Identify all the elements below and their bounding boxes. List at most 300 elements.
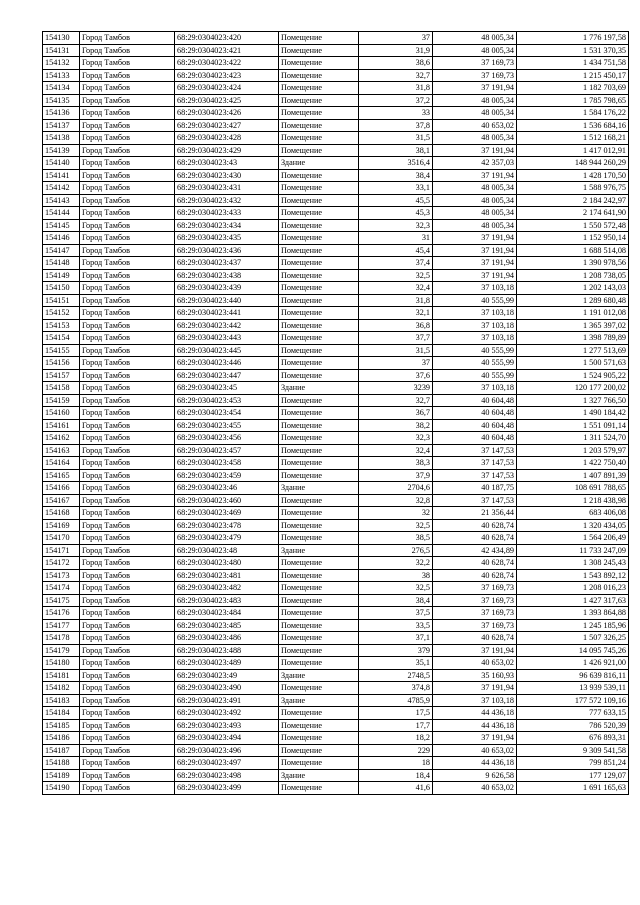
table-row bbox=[43, 582, 629, 595]
city-cell: Город Тамбов bbox=[80, 94, 175, 107]
row-number-cell: 154165 bbox=[43, 469, 80, 482]
cadastral-value-cell: 1 390 978,56 bbox=[517, 257, 629, 270]
table-row bbox=[43, 119, 629, 132]
row-number-cell: 154170 bbox=[43, 532, 80, 545]
table-row bbox=[43, 619, 629, 632]
area-cell: 37,4 bbox=[359, 257, 433, 270]
cadastral-value-cell: 799 851,24 bbox=[517, 757, 629, 770]
city-cell: Город Тамбов bbox=[80, 594, 175, 607]
area-cell: 17,7 bbox=[359, 719, 433, 732]
city-cell: Город Тамбов bbox=[80, 682, 175, 695]
city-cell: Город Тамбов bbox=[80, 169, 175, 182]
cadastral-value-cell: 1 398 789,89 bbox=[517, 332, 629, 345]
row-number-cell: 154150 bbox=[43, 282, 80, 295]
table-row bbox=[43, 407, 629, 420]
city-cell: Город Тамбов bbox=[80, 157, 175, 170]
cadastral-value-cell: 177 572 109,16 bbox=[517, 694, 629, 707]
table-row bbox=[43, 57, 629, 70]
specific-value-cell: 40 628,74 bbox=[433, 632, 517, 645]
table-row bbox=[43, 607, 629, 620]
cadastral-value-cell: 1 152 950,14 bbox=[517, 232, 629, 245]
object-type-cell: Помещение bbox=[279, 357, 359, 370]
cadastral-number-cell: 68:29:0304023:445 bbox=[175, 344, 279, 357]
table-row bbox=[43, 319, 629, 332]
city-cell: Город Тамбов bbox=[80, 619, 175, 632]
row-number-cell: 154151 bbox=[43, 294, 80, 307]
table-row bbox=[43, 694, 629, 707]
table-row bbox=[43, 457, 629, 470]
cadastral-number-cell: 68:29:0304023:491 bbox=[175, 694, 279, 707]
city-cell: Город Тамбов bbox=[80, 107, 175, 120]
object-type-cell: Помещение bbox=[279, 269, 359, 282]
specific-value-cell: 40 604,48 bbox=[433, 394, 517, 407]
object-type-cell: Здание bbox=[279, 669, 359, 682]
cadastral-number-cell: 68:29:0304023:427 bbox=[175, 119, 279, 132]
table-row bbox=[43, 532, 629, 545]
area-cell: 37,8 bbox=[359, 119, 433, 132]
cadastral-value-cell: 1 434 751,58 bbox=[517, 57, 629, 70]
table-row bbox=[43, 307, 629, 320]
specific-value-cell: 37 169,73 bbox=[433, 619, 517, 632]
specific-value-cell: 37 103,18 bbox=[433, 282, 517, 295]
row-number-cell: 154169 bbox=[43, 519, 80, 532]
specific-value-cell: 37 103,18 bbox=[433, 319, 517, 332]
object-type-cell: Помещение bbox=[279, 182, 359, 195]
cadastral-number-cell: 68:29:0304023:455 bbox=[175, 419, 279, 432]
cadastral-value-cell: 1 202 143,03 bbox=[517, 282, 629, 295]
object-type-cell: Помещение bbox=[279, 144, 359, 157]
cadastral-value-cell: 1 524 905,22 bbox=[517, 369, 629, 382]
city-cell: Город Тамбов bbox=[80, 32, 175, 45]
row-number-cell: 154181 bbox=[43, 669, 80, 682]
specific-value-cell: 48 005,34 bbox=[433, 132, 517, 145]
specific-value-cell: 40 628,74 bbox=[433, 569, 517, 582]
row-number-cell: 154155 bbox=[43, 344, 80, 357]
city-cell: Город Тамбов bbox=[80, 469, 175, 482]
cadastral-number-cell: 68:29:0304023:420 bbox=[175, 32, 279, 45]
city-cell: Город Тамбов bbox=[80, 432, 175, 445]
city-cell: Город Тамбов bbox=[80, 419, 175, 432]
object-type-cell: Помещение bbox=[279, 369, 359, 382]
cadastral-number-cell: 68:29:0304023:423 bbox=[175, 69, 279, 82]
cadastral-number-cell: 68:29:0304023:46 bbox=[175, 482, 279, 495]
table-row bbox=[43, 344, 629, 357]
area-cell: 36,7 bbox=[359, 407, 433, 420]
specific-value-cell: 40 628,74 bbox=[433, 532, 517, 545]
area-cell: 32,7 bbox=[359, 394, 433, 407]
specific-value-cell: 48 005,34 bbox=[433, 207, 517, 220]
cadastral-number-cell: 68:29:0304023:494 bbox=[175, 732, 279, 745]
area-cell: 33,5 bbox=[359, 619, 433, 632]
cadastral-number-cell: 68:29:0304023:469 bbox=[175, 507, 279, 520]
cadastral-value-cell: 1 245 185,96 bbox=[517, 619, 629, 632]
cadastral-value-cell: 1 365 397,02 bbox=[517, 319, 629, 332]
table-row bbox=[43, 669, 629, 682]
area-cell: 31,8 bbox=[359, 294, 433, 307]
cadastral-value-cell: 683 406,08 bbox=[517, 507, 629, 520]
cadastral-number-cell: 68:29:0304023:483 bbox=[175, 594, 279, 607]
cadastral-number-cell: 68:29:0304023:492 bbox=[175, 707, 279, 720]
area-cell: 33 bbox=[359, 107, 433, 120]
table-row bbox=[43, 632, 629, 645]
area-cell: 4785,9 bbox=[359, 694, 433, 707]
cadastral-value-cell: 1 308 245,43 bbox=[517, 557, 629, 570]
specific-value-cell: 37 147,53 bbox=[433, 444, 517, 457]
cadastral-number-cell: 68:29:0304023:484 bbox=[175, 607, 279, 620]
cadastral-number-cell: 68:29:0304023:433 bbox=[175, 207, 279, 220]
cadastral-number-cell: 68:29:0304023:49 bbox=[175, 669, 279, 682]
city-cell: Город Тамбов bbox=[80, 144, 175, 157]
city-cell: Город Тамбов bbox=[80, 69, 175, 82]
cadastral-number-cell: 68:29:0304023:431 bbox=[175, 182, 279, 195]
row-number-cell: 154174 bbox=[43, 582, 80, 595]
area-cell: 32,1 bbox=[359, 307, 433, 320]
cadastral-value-cell: 13 939 539,11 bbox=[517, 682, 629, 695]
row-number-cell: 154175 bbox=[43, 594, 80, 607]
table-row bbox=[43, 757, 629, 770]
area-cell: 32,4 bbox=[359, 282, 433, 295]
cadastral-number-cell: 68:29:0304023:458 bbox=[175, 457, 279, 470]
cadastral-value-cell: 1 543 892,12 bbox=[517, 569, 629, 582]
row-number-cell: 154144 bbox=[43, 207, 80, 220]
specific-value-cell: 44 436,18 bbox=[433, 757, 517, 770]
cadastral-number-cell: 68:29:0304023:425 bbox=[175, 94, 279, 107]
table-row bbox=[43, 657, 629, 670]
table-row bbox=[43, 194, 629, 207]
table-row bbox=[43, 69, 629, 82]
table-row bbox=[43, 557, 629, 570]
specific-value-cell: 35 160,93 bbox=[433, 669, 517, 682]
cadastral-number-cell: 68:29:0304023:493 bbox=[175, 719, 279, 732]
table-row bbox=[43, 94, 629, 107]
city-cell: Город Тамбов bbox=[80, 357, 175, 370]
row-number-cell: 154188 bbox=[43, 757, 80, 770]
cadastral-value-cell: 9 309 541,58 bbox=[517, 744, 629, 757]
city-cell: Город Тамбов bbox=[80, 132, 175, 145]
object-type-cell: Помещение bbox=[279, 219, 359, 232]
row-number-cell: 154159 bbox=[43, 394, 80, 407]
row-number-cell: 154131 bbox=[43, 44, 80, 57]
city-cell: Город Тамбов bbox=[80, 632, 175, 645]
object-type-cell: Помещение bbox=[279, 732, 359, 745]
cadastral-number-cell: 68:29:0304023:479 bbox=[175, 532, 279, 545]
area-cell: 18,2 bbox=[359, 732, 433, 745]
specific-value-cell: 37 169,73 bbox=[433, 57, 517, 70]
cadastral-value-cell: 1 393 864,88 bbox=[517, 607, 629, 620]
area-cell: 37,1 bbox=[359, 632, 433, 645]
table-row bbox=[43, 769, 629, 782]
cadastral-value-cell: 11 733 247,09 bbox=[517, 544, 629, 557]
specific-value-cell: 40 653,02 bbox=[433, 782, 517, 795]
object-type-cell: Помещение bbox=[279, 132, 359, 145]
row-number-cell: 154130 bbox=[43, 32, 80, 45]
city-cell: Город Тамбов bbox=[80, 182, 175, 195]
row-number-cell: 154153 bbox=[43, 319, 80, 332]
area-cell: 32,5 bbox=[359, 582, 433, 595]
cadastral-number-cell: 68:29:0304023:459 bbox=[175, 469, 279, 482]
city-cell: Город Тамбов bbox=[80, 282, 175, 295]
area-cell: 37,2 bbox=[359, 94, 433, 107]
cadastral-number-cell: 68:29:0304023:421 bbox=[175, 44, 279, 57]
city-cell: Город Тамбов bbox=[80, 757, 175, 770]
area-cell: 45,5 bbox=[359, 194, 433, 207]
city-cell: Город Тамбов bbox=[80, 732, 175, 745]
cadastral-number-cell: 68:29:0304023:434 bbox=[175, 219, 279, 232]
area-cell: 37 bbox=[359, 357, 433, 370]
cadastral-value-cell: 1 550 572,48 bbox=[517, 219, 629, 232]
city-cell: Город Тамбов bbox=[80, 457, 175, 470]
row-number-cell: 154156 bbox=[43, 357, 80, 370]
row-number-cell: 154180 bbox=[43, 657, 80, 670]
specific-value-cell: 37 191,94 bbox=[433, 232, 517, 245]
row-number-cell: 154182 bbox=[43, 682, 80, 695]
area-cell: 31,5 bbox=[359, 344, 433, 357]
city-cell: Город Тамбов bbox=[80, 444, 175, 457]
cadastral-value-cell: 1 584 176,22 bbox=[517, 107, 629, 120]
object-type-cell: Здание bbox=[279, 769, 359, 782]
table-row bbox=[43, 744, 629, 757]
object-type-cell: Здание bbox=[279, 544, 359, 557]
object-type-cell: Помещение bbox=[279, 594, 359, 607]
specific-value-cell: 37 147,53 bbox=[433, 457, 517, 470]
specific-value-cell: 40 555,99 bbox=[433, 369, 517, 382]
city-cell: Город Тамбов bbox=[80, 507, 175, 520]
object-type-cell: Помещение bbox=[279, 519, 359, 532]
area-cell: 37,9 bbox=[359, 469, 433, 482]
cadastral-value-cell: 96 639 816,11 bbox=[517, 669, 629, 682]
specific-value-cell: 40 187,75 bbox=[433, 482, 517, 495]
object-type-cell: Помещение bbox=[279, 494, 359, 507]
specific-value-cell: 37 191,94 bbox=[433, 257, 517, 270]
cadastral-value-cell: 777 633,15 bbox=[517, 707, 629, 720]
cadastral-number-cell: 68:29:0304023:436 bbox=[175, 244, 279, 257]
row-number-cell: 154157 bbox=[43, 369, 80, 382]
city-cell: Город Тамбов bbox=[80, 744, 175, 757]
specific-value-cell: 37 169,73 bbox=[433, 69, 517, 82]
specific-value-cell: 48 005,34 bbox=[433, 44, 517, 57]
table-row bbox=[43, 544, 629, 557]
row-number-cell: 154160 bbox=[43, 407, 80, 420]
row-number-cell: 154136 bbox=[43, 107, 80, 120]
object-type-cell: Помещение bbox=[279, 244, 359, 257]
cadastral-value-cell: 1 688 514,08 bbox=[517, 244, 629, 257]
object-type-cell: Помещение bbox=[279, 319, 359, 332]
table-row bbox=[43, 269, 629, 282]
row-number-cell: 154146 bbox=[43, 232, 80, 245]
area-cell: 3516,4 bbox=[359, 157, 433, 170]
city-cell: Город Тамбов bbox=[80, 207, 175, 220]
cadastral-value-cell: 1 417 012,91 bbox=[517, 144, 629, 157]
city-cell: Город Тамбов bbox=[80, 319, 175, 332]
city-cell: Город Тамбов bbox=[80, 382, 175, 395]
row-number-cell: 154143 bbox=[43, 194, 80, 207]
cadastral-value-cell: 1 536 684,16 bbox=[517, 119, 629, 132]
object-type-cell: Помещение bbox=[279, 194, 359, 207]
table-row bbox=[43, 257, 629, 270]
cadastral-value-cell: 1 191 012,08 bbox=[517, 307, 629, 320]
area-cell: 32,3 bbox=[359, 432, 433, 445]
row-number-cell: 154140 bbox=[43, 157, 80, 170]
table-row bbox=[43, 707, 629, 720]
object-type-cell: Помещение bbox=[279, 569, 359, 582]
specific-value-cell: 37 103,18 bbox=[433, 332, 517, 345]
cadastral-value-cell: 1 218 438,98 bbox=[517, 494, 629, 507]
cadastral-number-cell: 68:29:0304023:430 bbox=[175, 169, 279, 182]
cadastral-value-cell: 1 564 206,49 bbox=[517, 532, 629, 545]
specific-value-cell: 48 005,34 bbox=[433, 182, 517, 195]
object-type-cell: Помещение bbox=[279, 532, 359, 545]
city-cell: Город Тамбов bbox=[80, 657, 175, 670]
cadastral-number-cell: 68:29:0304023:496 bbox=[175, 744, 279, 757]
row-number-cell: 154183 bbox=[43, 694, 80, 707]
cadastral-value-cell: 1 588 976,75 bbox=[517, 182, 629, 195]
area-cell: 31,5 bbox=[359, 132, 433, 145]
city-cell: Город Тамбов bbox=[80, 782, 175, 795]
city-cell: Город Тамбов bbox=[80, 707, 175, 720]
table-row bbox=[43, 469, 629, 482]
row-number-cell: 154145 bbox=[43, 219, 80, 232]
object-type-cell: Помещение bbox=[279, 344, 359, 357]
row-number-cell: 154147 bbox=[43, 244, 80, 257]
city-cell: Город Тамбов bbox=[80, 257, 175, 270]
city-cell: Город Тамбов bbox=[80, 394, 175, 407]
cadastral-value-cell: 1 203 579,97 bbox=[517, 444, 629, 457]
object-type-cell: Помещение bbox=[279, 582, 359, 595]
area-cell: 45,3 bbox=[359, 207, 433, 220]
area-cell: 38,2 bbox=[359, 419, 433, 432]
area-cell: 32,4 bbox=[359, 444, 433, 457]
area-cell: 32,5 bbox=[359, 519, 433, 532]
city-cell: Город Тамбов bbox=[80, 569, 175, 582]
cadastral-number-cell: 68:29:0304023:481 bbox=[175, 569, 279, 582]
city-cell: Город Тамбов bbox=[80, 194, 175, 207]
city-cell: Город Тамбов bbox=[80, 344, 175, 357]
cadastral-number-cell: 68:29:0304023:478 bbox=[175, 519, 279, 532]
table-row bbox=[43, 369, 629, 382]
object-type-cell: Помещение bbox=[279, 607, 359, 620]
table-row bbox=[43, 282, 629, 295]
cadastral-value-cell: 1 785 798,65 bbox=[517, 94, 629, 107]
city-cell: Город Тамбов bbox=[80, 694, 175, 707]
object-type-cell: Здание bbox=[279, 482, 359, 495]
cadastral-value-cell: 1 427 317,63 bbox=[517, 594, 629, 607]
specific-value-cell: 37 169,73 bbox=[433, 582, 517, 595]
cadastral-value-cell: 2 184 242,97 bbox=[517, 194, 629, 207]
city-cell: Город Тамбов bbox=[80, 582, 175, 595]
cadastral-value-cell: 1 215 450,17 bbox=[517, 69, 629, 82]
city-cell: Город Тамбов bbox=[80, 644, 175, 657]
table-row bbox=[43, 357, 629, 370]
cadastral-number-cell: 68:29:0304023:446 bbox=[175, 357, 279, 370]
city-cell: Город Тамбов bbox=[80, 669, 175, 682]
row-number-cell: 154179 bbox=[43, 644, 80, 657]
table-row bbox=[43, 482, 629, 495]
cadastral-number-cell: 68:29:0304023:460 bbox=[175, 494, 279, 507]
cadastral-number-cell: 68:29:0304023:489 bbox=[175, 657, 279, 670]
city-cell: Город Тамбов bbox=[80, 307, 175, 320]
table-row bbox=[43, 107, 629, 120]
area-cell: 379 bbox=[359, 644, 433, 657]
row-number-cell: 154173 bbox=[43, 569, 80, 582]
cadastral-number-cell: 68:29:0304023:440 bbox=[175, 294, 279, 307]
specific-value-cell: 40 653,02 bbox=[433, 119, 517, 132]
object-type-cell: Помещение bbox=[279, 69, 359, 82]
object-type-cell: Помещение bbox=[279, 94, 359, 107]
object-type-cell: Помещение bbox=[279, 169, 359, 182]
row-number-cell: 154149 bbox=[43, 269, 80, 282]
cadastral-number-cell: 68:29:0304023:442 bbox=[175, 319, 279, 332]
object-type-cell: Помещение bbox=[279, 657, 359, 670]
area-cell: 32,5 bbox=[359, 269, 433, 282]
object-type-cell: Помещение bbox=[279, 232, 359, 245]
object-type-cell: Помещение bbox=[279, 32, 359, 45]
cadastral-number-cell: 68:29:0304023:443 bbox=[175, 332, 279, 345]
row-number-cell: 154158 bbox=[43, 382, 80, 395]
cadastral-value-cell: 1 512 168,21 bbox=[517, 132, 629, 145]
specific-value-cell: 48 005,34 bbox=[433, 32, 517, 45]
area-cell: 2704,6 bbox=[359, 482, 433, 495]
area-cell: 36,8 bbox=[359, 319, 433, 332]
table-row bbox=[43, 207, 629, 220]
row-number-cell: 154187 bbox=[43, 744, 80, 757]
table-row bbox=[43, 419, 629, 432]
city-cell: Город Тамбов bbox=[80, 269, 175, 282]
cadastral-number-cell: 68:29:0304023:447 bbox=[175, 369, 279, 382]
specific-value-cell: 37 191,94 bbox=[433, 269, 517, 282]
cadastral-number-cell: 68:29:0304023:432 bbox=[175, 194, 279, 207]
specific-value-cell: 40 628,74 bbox=[433, 519, 517, 532]
cadastral-number-cell: 68:29:0304023:457 bbox=[175, 444, 279, 457]
cadastral-value-cell: 1 327 766,50 bbox=[517, 394, 629, 407]
city-cell: Город Тамбов bbox=[80, 82, 175, 95]
row-number-cell: 154190 bbox=[43, 782, 80, 795]
city-cell: Город Тамбов bbox=[80, 232, 175, 245]
object-type-cell: Помещение bbox=[279, 632, 359, 645]
area-cell: 35,1 bbox=[359, 657, 433, 670]
object-type-cell: Помещение bbox=[279, 44, 359, 57]
specific-value-cell: 37 191,94 bbox=[433, 682, 517, 695]
cadastral-number-cell: 68:29:0304023:498 bbox=[175, 769, 279, 782]
row-number-cell: 154177 bbox=[43, 619, 80, 632]
table-row bbox=[43, 144, 629, 157]
area-cell: 32,2 bbox=[359, 557, 433, 570]
specific-value-cell: 40 653,02 bbox=[433, 657, 517, 670]
object-type-cell: Помещение bbox=[279, 644, 359, 657]
object-type-cell: Здание bbox=[279, 382, 359, 395]
cadastral-number-cell: 68:29:0304023:453 bbox=[175, 394, 279, 407]
city-cell: Город Тамбов bbox=[80, 119, 175, 132]
cadastral-number-cell: 68:29:0304023:438 bbox=[175, 269, 279, 282]
city-cell: Город Тамбов bbox=[80, 244, 175, 257]
specific-value-cell: 37 169,73 bbox=[433, 594, 517, 607]
cadastral-number-cell: 68:29:0304023:480 bbox=[175, 557, 279, 570]
row-number-cell: 154134 bbox=[43, 82, 80, 95]
cadastral-number-cell: 68:29:0304023:485 bbox=[175, 619, 279, 632]
cadastral-value-cell: 1 551 091,14 bbox=[517, 419, 629, 432]
area-cell: 32,7 bbox=[359, 69, 433, 82]
object-type-cell: Помещение bbox=[279, 57, 359, 70]
row-number-cell: 154142 bbox=[43, 182, 80, 195]
table-row bbox=[43, 569, 629, 582]
specific-value-cell: 37 191,94 bbox=[433, 144, 517, 157]
object-type-cell: Помещение bbox=[279, 119, 359, 132]
specific-value-cell: 37 191,94 bbox=[433, 82, 517, 95]
cadastral-value-cell: 786 520,39 bbox=[517, 719, 629, 732]
row-number-cell: 154162 bbox=[43, 432, 80, 445]
table-row bbox=[43, 232, 629, 245]
table-row bbox=[43, 332, 629, 345]
specific-value-cell: 44 436,18 bbox=[433, 719, 517, 732]
